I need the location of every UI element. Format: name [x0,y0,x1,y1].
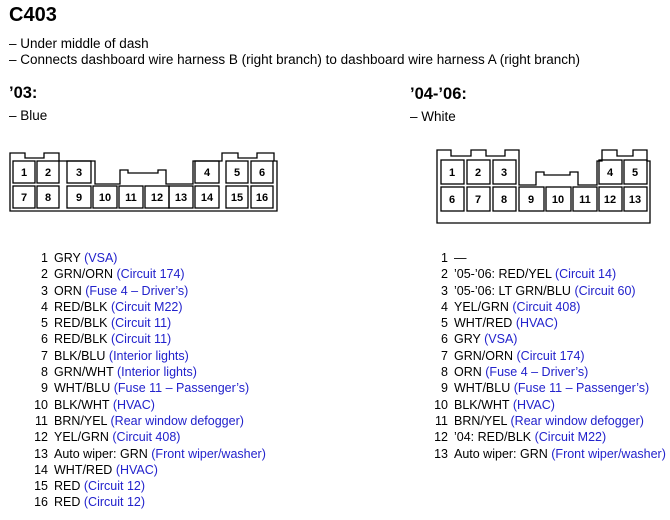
wire-color: RED/BLK [54,299,108,314]
wire-color: ’04: RED/BLK [454,430,532,445]
pin-number: 13 [34,446,48,461]
left-pin-list [27,250,266,511]
right-connector-color: – White [410,109,456,124]
pin-row [27,478,266,494]
circuit-desc: (Circuit M22) [110,299,183,314]
pin-row [427,446,666,462]
pin-row [27,397,266,413]
pin-number: 12 [434,430,448,445]
left-pin-label: 16 [255,192,269,204]
pin-row [27,446,266,462]
wire-color: WHT/BLU [54,381,111,396]
pin-number: 6 [41,332,48,347]
location-note: – Under middle of dash [9,36,149,51]
pin-number: 8 [41,365,48,380]
left-pin-label: 5 [233,167,241,179]
wire-color: YEL/GRN [454,299,509,314]
pin-row [427,380,666,396]
circuit-desc: (Circuit 408) [512,299,581,314]
pin-row [27,413,266,429]
right-pin-label: 9 [527,194,535,206]
circuit-desc: (Circuit 12) [83,495,146,510]
circuit-desc: (Front wiper/washer) [551,446,666,461]
wire-color: YEL/GRN [54,430,109,445]
circuit-desc: (Fuse 4 – Driver’s) [85,283,189,298]
circuit-desc: (Circuit 14) [554,267,617,282]
circuit-desc: (Fuse 11 – Passenger’s) [513,381,650,396]
pin-row [27,348,266,364]
pin-number: 9 [41,381,48,396]
circuit-desc: (Circuit 408) [112,430,181,445]
pin-row [27,429,266,445]
pin-number: 5 [41,316,48,331]
right-pin-label: 1 [448,167,456,179]
pin-row [27,462,266,478]
wire-color: ORN [54,283,82,298]
pin-row [427,331,666,347]
pin-number: 3 [41,283,48,298]
circuit-desc: (HVAC) [115,462,158,477]
pin-row [27,331,266,347]
circuit-desc: (Rear window defogger) [510,413,644,428]
pin-row [27,364,266,380]
right-pin-list [427,250,666,462]
left-pin-label: 12 [150,192,164,204]
pin-number: 5 [441,316,448,331]
pin-row [427,397,666,413]
wire-color: — [454,251,467,265]
circuit-desc: (VSA) [84,251,118,265]
circuit-desc: (VSA) [484,332,518,347]
left-pin-label: 11 [125,192,137,204]
right-pin-label: 3 [500,167,508,179]
right-pin-label: 2 [474,167,482,179]
pin-number: 9 [441,381,448,396]
pin-row [427,299,666,315]
right-pin-label: 4 [606,167,614,179]
circuit-desc: (Circuit M22) [534,430,607,445]
right-pin-label: 12 [603,194,617,206]
right-pin-label: 13 [628,194,642,206]
wire-color: Auto wiper: GRN [54,446,148,461]
pin-number: 10 [34,397,48,412]
pin-row [27,315,266,331]
circuit-desc: (Circuit 11) [110,332,172,347]
circuit-desc: (Circuit 174) [116,267,185,282]
pin-number: 13 [434,446,448,461]
circuit-desc: (HVAC) [112,397,155,412]
pin-row [427,429,666,445]
right-pin-label: 7 [474,194,482,206]
circuit-desc: (Fuse 4 – Driver’s) [485,365,589,380]
pin-row [27,283,266,299]
right-pin-label: 6 [448,194,456,206]
circuit-desc: (HVAC) [515,316,558,331]
left-pin-label: 1 [20,167,28,179]
pin-row [427,348,666,364]
circuit-desc: (Circuit 12) [83,479,146,494]
circuit-desc: (HVAC) [512,397,555,412]
pin-row [427,266,666,282]
wire-color: BLK/WHT [454,397,510,412]
wire-color: GRY [54,251,81,265]
pin-number: 6 [441,332,448,347]
connection-note: – Connects dashboard wire harness B (right branch) to dashboard wire harness A (right branch) [9,52,581,67]
pin-number: 11 [35,413,48,428]
pin-number: 4 [441,299,448,314]
wire-color: WHT/RED [54,462,113,477]
circuit-desc: (Circuit 11) [110,316,172,331]
pin-row [427,283,666,299]
circuit-desc: (Front wiper/washer) [151,446,266,461]
wire-color: RED/BLK [54,316,108,331]
wire-color: GRN/ORN [454,348,514,363]
wire-color: BLK/BLU [54,348,106,363]
pin-row [427,250,666,266]
wire-color: RED [54,495,81,510]
pin-row [427,364,666,380]
wire-color: BRN/YEL [54,413,108,428]
wire-color: GRN/ORN [54,267,114,282]
wire-color: BRN/YEL [454,413,508,428]
right-section-title: ’04-’06: [410,85,467,103]
pin-row [27,266,266,282]
left-pin-label: 13 [174,192,188,204]
pin-row [427,413,666,429]
pin-number: 10 [434,397,448,412]
pin-number: 1 [441,251,448,265]
pin-number: 2 [441,267,448,282]
circuit-desc: (Rear window defogger) [110,413,244,428]
right-pin-label: 10 [551,194,565,206]
circuit-desc: (Interior lights) [116,365,197,380]
left-pin-label: 6 [258,167,266,179]
wire-color: RED/BLK [54,332,108,347]
wire-color: Auto wiper: GRN [454,446,548,461]
left-pin-label: 14 [200,192,214,204]
pin-row [427,315,666,331]
pin-number: 16 [34,495,48,510]
pin-number: 4 [41,299,48,314]
wire-color: ORN [454,365,482,380]
circuit-desc: (Interior lights) [108,348,189,363]
wire-color: WHT/BLU [454,381,511,396]
pin-row [27,250,266,266]
left-section-title: ’03: [9,84,38,102]
wire-color: BLK/WHT [54,397,110,412]
left-pin-label: 9 [75,192,83,204]
circuit-desc: (Circuit 174) [516,348,585,363]
right-pin-label: 11 [579,194,591,206]
left-pin-label: 8 [44,192,52,204]
left-connector-color: – Blue [9,108,48,123]
pin-number: 8 [441,365,448,380]
page-title: C403 [9,4,57,26]
left-pin-label: 10 [98,192,112,204]
pin-number: 11 [435,413,448,428]
pin-number: 2 [41,267,48,282]
left-pin-label: 2 [44,167,52,179]
pin-number: 7 [41,348,48,363]
circuit-desc: (Circuit 60) [574,283,636,298]
wire-color: WHT/RED [454,316,513,331]
wire-color: GRY [454,332,481,347]
wire-color: RED [54,479,81,494]
right-pin-label: 8 [500,194,508,206]
wire-color: ’05-’06: RED/YEL [454,267,552,282]
wire-color: GRN/WHT [54,365,114,380]
pin-number: 1 [41,251,48,265]
pin-row [27,299,266,315]
pin-number: 7 [441,348,448,363]
left-pin-label: 15 [230,192,244,204]
pin-number: 15 [34,479,48,494]
wire-color: ’05-’06: LT GRN/BLU [454,283,571,298]
pin-number: 12 [34,430,48,445]
right-pin-label: 5 [631,167,639,179]
circuit-desc: (Fuse 11 – Passenger’s) [113,381,250,396]
left-pin-label: 3 [75,167,83,179]
left-pin-label: 4 [203,167,211,179]
pin-number: 14 [34,462,48,477]
pin-row [27,380,266,396]
left-pin-label: 7 [20,192,28,204]
pin-row [27,494,266,510]
pin-number: 3 [441,283,448,298]
